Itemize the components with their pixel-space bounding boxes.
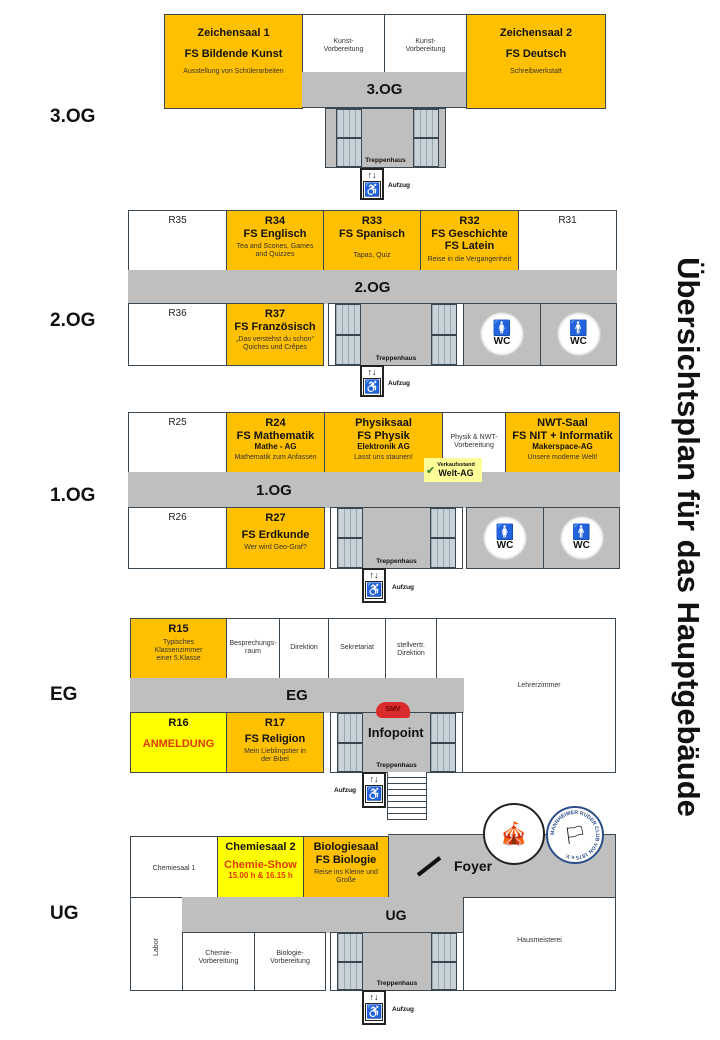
stairwell-label: Treppenhaus bbox=[376, 558, 417, 565]
room-subject: FS Religion bbox=[244, 732, 306, 745]
room-name: R16 bbox=[168, 717, 189, 729]
room-r26 bbox=[128, 507, 227, 569]
room-biologie-vorbereitung bbox=[254, 932, 326, 991]
fairtrade-icon: ✔ bbox=[426, 464, 436, 477]
floor-label-3og: 3.OG bbox=[50, 106, 96, 127]
man-icon: 🚹 bbox=[569, 319, 588, 337]
room-r31 bbox=[518, 210, 617, 271]
smv-label: SMV bbox=[385, 706, 401, 713]
room-label: Chemie-Vorbereitung bbox=[198, 950, 239, 966]
room-name: R17 bbox=[264, 717, 286, 729]
room-subject: FS Erdkunde bbox=[241, 528, 310, 541]
room-info: Mathematik zum Anfassen bbox=[234, 454, 317, 462]
room-r25 bbox=[128, 412, 227, 473]
elevator-2og bbox=[360, 365, 384, 397]
room-labor bbox=[130, 897, 183, 991]
room-info: Mein Lieblingstier in der Bibel bbox=[244, 748, 306, 764]
stairwell-label: Treppenhaus bbox=[376, 762, 417, 769]
room-subject: FS Bildende Kunst bbox=[184, 47, 283, 60]
room-label: Sekretariat bbox=[340, 644, 374, 651]
stairwell-ug bbox=[330, 932, 464, 991]
elevator-label: Aufzug bbox=[392, 1006, 415, 1013]
room-sekretariat bbox=[328, 618, 386, 679]
room-direktion bbox=[279, 618, 329, 679]
room-name: R24 bbox=[265, 417, 286, 429]
wc-women-1og bbox=[466, 507, 544, 569]
room-label: Hausmeisterei bbox=[517, 937, 562, 944]
room-r27 bbox=[226, 507, 325, 569]
arrows-icon: ↑↓ bbox=[367, 170, 377, 180]
room-info: Reise in die Vergangenheit bbox=[427, 255, 512, 263]
floor-label-eg: EG bbox=[50, 684, 78, 705]
elevator-label: Aufzug bbox=[388, 380, 411, 387]
room-ag: Mathe - AG bbox=[254, 442, 297, 452]
arrows-icon: ↑↓ bbox=[369, 774, 379, 784]
room-r37 bbox=[226, 303, 324, 366]
room-r34 bbox=[226, 210, 324, 271]
plan-title: Übersichtsplan für das Hauptgebäude bbox=[671, 257, 706, 817]
smv-cap-icon bbox=[376, 702, 410, 718]
room-subject: FS Physik bbox=[357, 429, 410, 442]
elevator-eg bbox=[362, 772, 386, 808]
room-hausmeisterei bbox=[463, 897, 616, 991]
wc-label: WC bbox=[573, 539, 590, 551]
stairwell-3og bbox=[325, 108, 446, 168]
wc-label: WC bbox=[570, 335, 587, 347]
corridor-1og: 1.OG bbox=[128, 472, 620, 508]
stairwell-label: Treppenhaus bbox=[375, 355, 417, 362]
room-label: Biologie-Vorbereitung bbox=[270, 950, 310, 966]
woman-icon: 🚺 bbox=[492, 319, 512, 337]
room-kunst-vorbereitung-1 bbox=[302, 14, 385, 73]
room-name: R36 bbox=[168, 308, 187, 319]
wc-women-2og bbox=[463, 303, 541, 366]
infopoint-label: Infopoint bbox=[368, 725, 424, 740]
arrows-icon: ↑↓ bbox=[367, 367, 377, 377]
man-icon: 🚹 bbox=[572, 523, 591, 541]
room-info: Tapas, Quiz bbox=[353, 252, 391, 260]
room-info: Schreibwerkstatt bbox=[510, 68, 562, 76]
room-name: R25 bbox=[168, 417, 187, 428]
room-subject: FS Französisch bbox=[234, 320, 316, 333]
room-name: R31 bbox=[558, 215, 577, 226]
room-name: R15 bbox=[168, 623, 189, 635]
room-name: R27 bbox=[265, 512, 286, 524]
stairwell-eg bbox=[330, 712, 463, 773]
wheelchair-icon: ♿ bbox=[364, 379, 381, 394]
wc-label: WC bbox=[493, 335, 511, 347]
room-info: Unsere moderne Welt! bbox=[527, 454, 598, 462]
room-chemiesaal-1 bbox=[130, 836, 218, 898]
foyer: Foyer bbox=[388, 834, 616, 898]
wc-label: WC bbox=[496, 539, 514, 551]
room-label: Chemiesaal 1 bbox=[152, 865, 196, 872]
elevator-label: Aufzug bbox=[392, 584, 415, 591]
room-label: Labor bbox=[152, 938, 160, 957]
room-label: Kunst-Vorbereitung bbox=[405, 38, 446, 54]
arrows-icon: ↑↓ bbox=[369, 992, 379, 1002]
room-chemiesaal-2 bbox=[217, 836, 304, 898]
stand-label: Verkaufsstand bbox=[437, 462, 475, 468]
arrows-icon: ↑↓ bbox=[369, 570, 379, 580]
elevator-3og bbox=[360, 168, 384, 200]
room-label: Besprechungs-raum bbox=[229, 640, 277, 656]
room-name: Biologiesaal bbox=[313, 841, 379, 853]
room-r32 bbox=[420, 210, 519, 271]
room-name: R32 bbox=[459, 215, 480, 227]
floor-label-1og: 1.OG bbox=[50, 485, 96, 506]
room-r33 bbox=[323, 210, 421, 271]
wc-men-1og bbox=[543, 507, 620, 569]
room-zeichensaal-1 bbox=[164, 14, 303, 109]
room-name: Zeichensaal 1 bbox=[197, 27, 270, 39]
room-name: Zeichensaal 2 bbox=[499, 27, 573, 39]
room-label: Kunst-Vorbereitung bbox=[323, 38, 364, 54]
room-name: R33 bbox=[361, 215, 383, 227]
room-chemie-vorbereitung bbox=[182, 932, 255, 991]
elevator-1og bbox=[362, 568, 386, 603]
wheelchair-icon: ♿ bbox=[364, 182, 381, 197]
room-label: Lehrerzimmer bbox=[517, 682, 561, 689]
flag-icon: 🏳 bbox=[563, 824, 587, 845]
room-subject: FS Biologie bbox=[315, 853, 377, 866]
wheelchair-icon: ♿ bbox=[366, 786, 383, 801]
room-besprechungsraum bbox=[226, 618, 280, 679]
stairwell-1og bbox=[330, 507, 463, 569]
room-name: NWT-Saal bbox=[537, 417, 588, 429]
woman-icon: 🚺 bbox=[495, 523, 515, 541]
room-subject: FS NIT + Informatik bbox=[512, 429, 613, 442]
anmeldung-label: ANMELDUNG bbox=[142, 737, 215, 750]
show-time: 15.00 h & 16.15 h bbox=[228, 871, 293, 881]
room-info: Tea and Scones, Games and Quizzes bbox=[236, 243, 314, 259]
room-ag: Makerspace-AG bbox=[532, 442, 593, 452]
room-r17 bbox=[226, 712, 324, 773]
room-biologiesaal bbox=[303, 836, 389, 898]
room-name: Physiksaal bbox=[355, 417, 412, 429]
room-info: Reise ins Kleine und Große bbox=[314, 869, 378, 885]
room-info: Typisches Klassenzimmer einer 5.Klasse bbox=[154, 638, 203, 662]
room-ag: Elektronik AG bbox=[357, 442, 410, 452]
room-label: Direktion bbox=[290, 644, 318, 651]
elevator-label: Aufzug bbox=[334, 787, 357, 794]
elevator-label: Aufzug bbox=[388, 182, 411, 189]
circus-tent-icon: 🎪 bbox=[500, 821, 528, 846]
room-subject: FS Spanisch bbox=[338, 227, 406, 240]
room-info: Ausstellung von Schülerarbeiten bbox=[183, 68, 284, 76]
corridor-2og: 2.OG bbox=[128, 270, 617, 304]
stairs-down-to-ug bbox=[387, 772, 427, 820]
room-nwt-saal bbox=[505, 412, 620, 473]
room-name: R26 bbox=[168, 512, 187, 523]
room-r24 bbox=[226, 412, 325, 473]
room-stellvertr-direktion bbox=[385, 618, 437, 679]
room-label: Physik & NWT-Vorbereitung bbox=[450, 434, 498, 450]
room-zeichensaal-2 bbox=[466, 14, 606, 109]
room-r16 bbox=[130, 712, 227, 773]
wheelchair-icon: ♿ bbox=[366, 1004, 383, 1019]
room-info: Wer wird Geo-Graf? bbox=[244, 544, 307, 552]
stand-name: Welt-AG bbox=[438, 468, 474, 478]
stairwell-2og bbox=[328, 303, 464, 366]
wheelchair-icon: ♿ bbox=[366, 582, 383, 597]
room-name: R35 bbox=[168, 215, 187, 226]
room-subject: FS Englisch bbox=[243, 227, 307, 240]
show-label: Chemie-Show bbox=[224, 858, 297, 871]
floor-label-ug: UG bbox=[50, 903, 79, 924]
room-r35 bbox=[128, 210, 227, 271]
room-info: „Das verstehst du schon“ Quiches und Crêpes bbox=[236, 336, 314, 352]
logo-ruder-club bbox=[546, 806, 604, 864]
room-name: R37 bbox=[264, 308, 286, 320]
room-name: Chemiesaal 2 bbox=[225, 841, 296, 853]
room-label: stellvertr. Direktion bbox=[396, 642, 425, 658]
corridor-3og: 3.OG bbox=[302, 72, 467, 108]
room-r15 bbox=[130, 618, 227, 679]
elevator-ug bbox=[362, 990, 386, 1025]
room-info: Lasst uns staunen! bbox=[354, 454, 413, 462]
logo-circus bbox=[483, 803, 545, 865]
wc-men-2og bbox=[540, 303, 617, 366]
stairwell-label: Treppenhaus bbox=[376, 980, 418, 987]
corridor-eg: EG bbox=[130, 678, 464, 713]
corridor-ug: UG bbox=[182, 897, 464, 933]
stairwell-label: Treppenhaus bbox=[365, 157, 406, 164]
floor-label-2og: 2.OG bbox=[50, 310, 96, 331]
room-r36 bbox=[128, 303, 227, 366]
room-subject: FS Mathematik bbox=[236, 429, 315, 442]
room-name: R34 bbox=[264, 215, 286, 227]
room-subject: FS Geschichte FS Latein bbox=[431, 227, 508, 253]
club-name: MANNHEIMER RUDER CLUB VON 1875 e.V. bbox=[549, 809, 601, 861]
verkaufsstand-welt-ag bbox=[424, 458, 482, 482]
room-subject: FS Deutsch bbox=[505, 47, 567, 60]
room-kunst-vorbereitung-2 bbox=[384, 14, 467, 73]
